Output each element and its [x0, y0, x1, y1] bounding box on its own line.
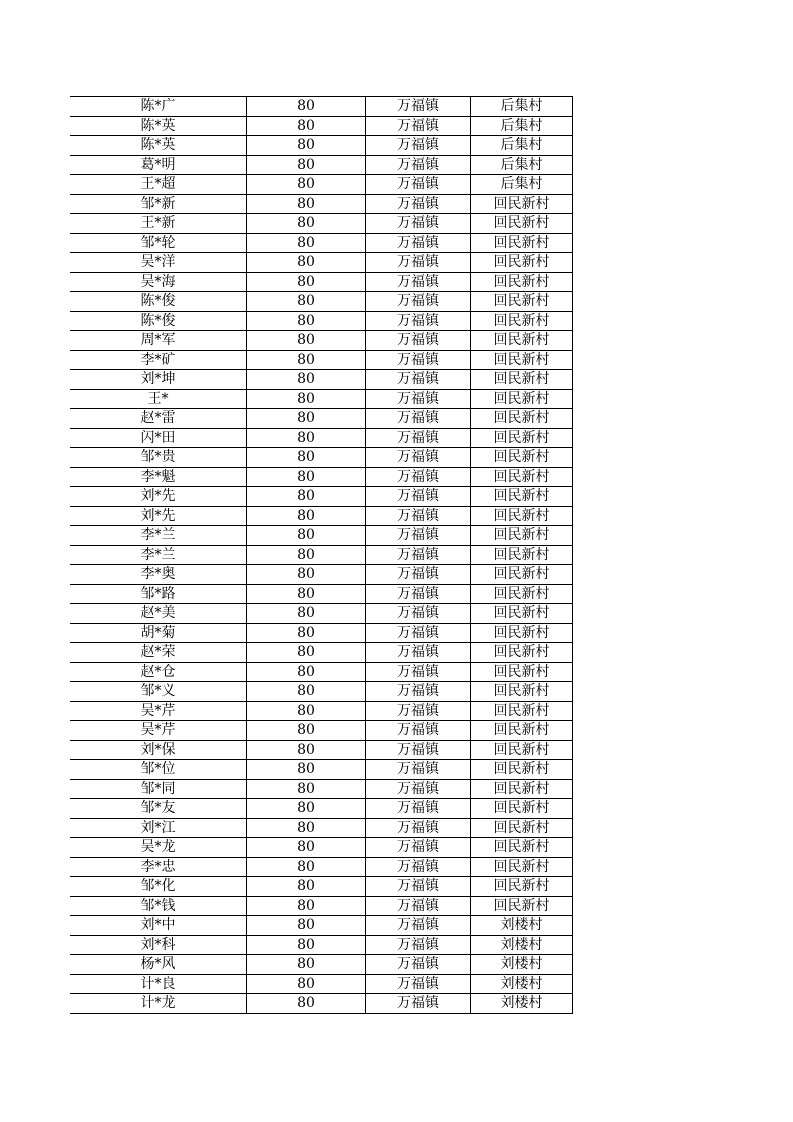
table-row — [70, 857, 573, 877]
table-row — [70, 799, 573, 819]
name-cell: 胡*菊 — [70, 623, 247, 643]
name-cell: 邹*路 — [70, 584, 247, 604]
village-cell: 后集村 — [471, 136, 573, 156]
village-cell: 回民新村 — [471, 662, 573, 682]
amount-cell: 80 — [247, 545, 366, 565]
town-cell: 万福镇 — [366, 428, 471, 448]
name-cell: 邹*友 — [70, 799, 247, 819]
table-row — [70, 194, 573, 214]
name-cell: 邹*轮 — [70, 233, 247, 253]
table-row — [70, 935, 573, 955]
table-row — [70, 506, 573, 526]
village-cell: 后集村 — [471, 116, 573, 136]
name-cell: 刘*中 — [70, 916, 247, 936]
village-cell: 回民新村 — [471, 467, 573, 487]
table-row — [70, 272, 573, 292]
name-cell: 陈*英 — [70, 116, 247, 136]
amount-cell: 80 — [247, 974, 366, 994]
town-cell: 万福镇 — [366, 740, 471, 760]
town-cell: 万福镇 — [366, 389, 471, 409]
village-cell: 回民新村 — [471, 877, 573, 897]
town-cell: 万福镇 — [366, 916, 471, 936]
town-cell: 万福镇 — [366, 662, 471, 682]
name-cell: 葛*明 — [70, 155, 247, 175]
amount-cell: 80 — [247, 623, 366, 643]
village-cell: 回民新村 — [471, 370, 573, 390]
table-row — [70, 136, 573, 156]
amount-cell: 80 — [247, 896, 366, 916]
amount-cell: 80 — [247, 331, 366, 351]
amount-cell: 80 — [247, 779, 366, 799]
town-cell: 万福镇 — [366, 292, 471, 312]
village-cell: 后集村 — [471, 155, 573, 175]
amount-cell: 80 — [247, 136, 366, 156]
town-cell: 万福镇 — [366, 467, 471, 487]
town-cell: 万福镇 — [366, 818, 471, 838]
name-cell: 邹*化 — [70, 877, 247, 897]
table-row — [70, 233, 573, 253]
village-cell: 刘楼村 — [471, 916, 573, 936]
name-cell: 刘*先 — [70, 487, 247, 507]
amount-cell: 80 — [247, 818, 366, 838]
town-cell: 万福镇 — [366, 175, 471, 195]
name-cell: 邹*义 — [70, 682, 247, 702]
table-row — [70, 818, 573, 838]
name-cell: 邹*位 — [70, 760, 247, 780]
village-cell: 回民新村 — [471, 233, 573, 253]
amount-cell: 80 — [247, 487, 366, 507]
table-row — [70, 350, 573, 370]
table-row — [70, 389, 573, 409]
amount-cell: 80 — [247, 935, 366, 955]
table-row — [70, 214, 573, 234]
village-cell: 刘楼村 — [471, 955, 573, 975]
amount-cell: 80 — [247, 233, 366, 253]
amount-cell: 80 — [247, 97, 366, 117]
town-cell: 万福镇 — [366, 604, 471, 624]
name-cell: 王* — [70, 389, 247, 409]
name-cell: 李*魁 — [70, 467, 247, 487]
village-cell: 回民新村 — [471, 506, 573, 526]
town-cell: 万福镇 — [366, 896, 471, 916]
table-row — [70, 740, 573, 760]
village-cell: 回民新村 — [471, 740, 573, 760]
town-cell: 万福镇 — [366, 526, 471, 546]
amount-cell: 80 — [247, 799, 366, 819]
table-row — [70, 604, 573, 624]
table-body — [70, 97, 573, 1014]
table-row — [70, 487, 573, 507]
village-cell: 回民新村 — [471, 311, 573, 331]
village-cell: 回民新村 — [471, 350, 573, 370]
name-cell: 陈*广 — [70, 97, 247, 117]
amount-cell: 80 — [247, 389, 366, 409]
table-row — [70, 311, 573, 331]
town-cell: 万福镇 — [366, 194, 471, 214]
village-cell: 回民新村 — [471, 721, 573, 741]
village-cell: 回民新村 — [471, 253, 573, 273]
name-cell: 闪*田 — [70, 428, 247, 448]
name-cell: 计*龙 — [70, 994, 247, 1014]
town-cell: 万福镇 — [366, 370, 471, 390]
town-cell: 万福镇 — [366, 409, 471, 429]
table-row — [70, 994, 573, 1014]
village-cell: 回民新村 — [471, 760, 573, 780]
village-cell: 回民新村 — [471, 194, 573, 214]
amount-cell: 80 — [247, 857, 366, 877]
name-cell: 邹*钱 — [70, 896, 247, 916]
town-cell: 万福镇 — [366, 448, 471, 468]
amount-cell: 80 — [247, 994, 366, 1014]
village-cell: 回民新村 — [471, 272, 573, 292]
amount-cell: 80 — [247, 838, 366, 858]
town-cell: 万福镇 — [366, 350, 471, 370]
name-cell: 邹*同 — [70, 779, 247, 799]
table-row — [70, 253, 573, 273]
village-cell: 回民新村 — [471, 838, 573, 858]
amount-cell: 80 — [247, 428, 366, 448]
village-cell: 回民新村 — [471, 643, 573, 663]
name-cell: 杨*风 — [70, 955, 247, 975]
table-row — [70, 526, 573, 546]
town-cell: 万福镇 — [366, 272, 471, 292]
amount-cell: 80 — [247, 526, 366, 546]
amount-cell: 80 — [247, 565, 366, 585]
town-cell: 万福镇 — [366, 545, 471, 565]
table-row — [70, 682, 573, 702]
amount-cell: 80 — [247, 740, 366, 760]
name-cell: 李*忠 — [70, 857, 247, 877]
table-row — [70, 701, 573, 721]
village-cell: 刘楼村 — [471, 974, 573, 994]
village-cell: 后集村 — [471, 175, 573, 195]
table-row — [70, 116, 573, 136]
town-cell: 万福镇 — [366, 701, 471, 721]
town-cell: 万福镇 — [366, 955, 471, 975]
town-cell: 万福镇 — [366, 331, 471, 351]
amount-cell: 80 — [247, 214, 366, 234]
name-cell: 王*新 — [70, 214, 247, 234]
amount-cell: 80 — [247, 409, 366, 429]
name-cell: 李*奥 — [70, 565, 247, 585]
town-cell: 万福镇 — [366, 838, 471, 858]
village-cell: 回民新村 — [471, 292, 573, 312]
amount-cell: 80 — [247, 643, 366, 663]
name-cell: 赵*荣 — [70, 643, 247, 663]
village-cell: 回民新村 — [471, 214, 573, 234]
town-cell: 万福镇 — [366, 584, 471, 604]
village-cell: 回民新村 — [471, 409, 573, 429]
amount-cell: 80 — [247, 506, 366, 526]
amount-cell: 80 — [247, 877, 366, 897]
amount-cell: 80 — [247, 272, 366, 292]
table-row — [70, 779, 573, 799]
town-cell: 万福镇 — [366, 487, 471, 507]
village-cell: 回民新村 — [471, 896, 573, 916]
village-cell: 刘楼村 — [471, 935, 573, 955]
name-cell: 刘*先 — [70, 506, 247, 526]
name-cell: 吴*洋 — [70, 253, 247, 273]
amount-cell: 80 — [247, 584, 366, 604]
village-cell: 回民新村 — [471, 857, 573, 877]
amount-cell: 80 — [247, 311, 366, 331]
village-cell: 回民新村 — [471, 584, 573, 604]
table-row — [70, 409, 573, 429]
name-cell: 吴*芹 — [70, 701, 247, 721]
name-cell: 邹*新 — [70, 194, 247, 214]
table-row — [70, 838, 573, 858]
name-cell: 李*矿 — [70, 350, 247, 370]
table-row — [70, 721, 573, 741]
town-cell: 万福镇 — [366, 682, 471, 702]
table-row — [70, 643, 573, 663]
village-cell: 回民新村 — [471, 331, 573, 351]
name-cell: 陈*俊 — [70, 292, 247, 312]
name-cell: 王*超 — [70, 175, 247, 195]
table-row — [70, 584, 573, 604]
amount-cell: 80 — [247, 155, 366, 175]
amount-cell: 80 — [247, 721, 366, 741]
town-cell: 万福镇 — [366, 857, 471, 877]
name-cell: 赵*仓 — [70, 662, 247, 682]
table-row — [70, 896, 573, 916]
name-cell: 李*兰 — [70, 526, 247, 546]
village-cell: 回民新村 — [471, 565, 573, 585]
name-cell: 陈*俊 — [70, 311, 247, 331]
data-table — [70, 96, 573, 1014]
table-row — [70, 292, 573, 312]
table-row — [70, 331, 573, 351]
town-cell: 万福镇 — [366, 565, 471, 585]
table-row — [70, 155, 573, 175]
amount-cell: 80 — [247, 253, 366, 273]
town-cell: 万福镇 — [366, 116, 471, 136]
name-cell: 吴*海 — [70, 272, 247, 292]
amount-cell: 80 — [247, 701, 366, 721]
name-cell: 吴*龙 — [70, 838, 247, 858]
village-cell: 回民新村 — [471, 682, 573, 702]
amount-cell: 80 — [247, 916, 366, 936]
name-cell: 赵*美 — [70, 604, 247, 624]
town-cell: 万福镇 — [366, 623, 471, 643]
name-cell: 刘*江 — [70, 818, 247, 838]
town-cell: 万福镇 — [366, 97, 471, 117]
table-row — [70, 467, 573, 487]
town-cell: 万福镇 — [366, 233, 471, 253]
table-row — [70, 545, 573, 565]
amount-cell: 80 — [247, 604, 366, 624]
village-cell: 回民新村 — [471, 526, 573, 546]
table-row — [70, 175, 573, 195]
name-cell: 吴*芹 — [70, 721, 247, 741]
name-cell: 邹*贵 — [70, 448, 247, 468]
amount-cell: 80 — [247, 760, 366, 780]
town-cell: 万福镇 — [366, 214, 471, 234]
amount-cell: 80 — [247, 175, 366, 195]
table-row — [70, 428, 573, 448]
village-cell: 回民新村 — [471, 623, 573, 643]
name-cell: 刘*科 — [70, 935, 247, 955]
amount-cell: 80 — [247, 116, 366, 136]
town-cell: 万福镇 — [366, 643, 471, 663]
table-row — [70, 448, 573, 468]
table-row — [70, 97, 573, 117]
amount-cell: 80 — [247, 194, 366, 214]
name-cell: 周*军 — [70, 331, 247, 351]
town-cell: 万福镇 — [366, 779, 471, 799]
name-cell: 刘*保 — [70, 740, 247, 760]
table-row — [70, 370, 573, 390]
village-cell: 回民新村 — [471, 428, 573, 448]
name-cell: 计*良 — [70, 974, 247, 994]
village-cell: 回民新村 — [471, 448, 573, 468]
village-cell: 回民新村 — [471, 701, 573, 721]
town-cell: 万福镇 — [366, 799, 471, 819]
village-cell: 后集村 — [471, 97, 573, 117]
table-row — [70, 623, 573, 643]
town-cell: 万福镇 — [366, 311, 471, 331]
amount-cell: 80 — [247, 292, 366, 312]
village-cell: 回民新村 — [471, 545, 573, 565]
name-cell: 赵*雷 — [70, 409, 247, 429]
amount-cell: 80 — [247, 467, 366, 487]
village-cell: 回民新村 — [471, 799, 573, 819]
amount-cell: 80 — [247, 955, 366, 975]
village-cell: 回民新村 — [471, 604, 573, 624]
amount-cell: 80 — [247, 662, 366, 682]
town-cell: 万福镇 — [366, 935, 471, 955]
town-cell: 万福镇 — [366, 994, 471, 1014]
town-cell: 万福镇 — [366, 721, 471, 741]
amount-cell: 80 — [247, 350, 366, 370]
village-cell: 回民新村 — [471, 779, 573, 799]
town-cell: 万福镇 — [366, 155, 471, 175]
amount-cell: 80 — [247, 682, 366, 702]
table-row — [70, 760, 573, 780]
village-cell: 刘楼村 — [471, 994, 573, 1014]
town-cell: 万福镇 — [366, 974, 471, 994]
town-cell: 万福镇 — [366, 877, 471, 897]
town-cell: 万福镇 — [366, 253, 471, 273]
table-row — [70, 662, 573, 682]
town-cell: 万福镇 — [366, 506, 471, 526]
town-cell: 万福镇 — [366, 136, 471, 156]
name-cell: 陈*英 — [70, 136, 247, 156]
name-cell: 李*兰 — [70, 545, 247, 565]
table-row — [70, 877, 573, 897]
name-cell: 刘*坤 — [70, 370, 247, 390]
table-row — [70, 974, 573, 994]
amount-cell: 80 — [247, 370, 366, 390]
table-row — [70, 916, 573, 936]
table-row — [70, 955, 573, 975]
town-cell: 万福镇 — [366, 760, 471, 780]
table-row — [70, 565, 573, 585]
village-cell: 回民新村 — [471, 487, 573, 507]
village-cell: 回民新村 — [471, 389, 573, 409]
village-cell: 回民新村 — [471, 818, 573, 838]
amount-cell: 80 — [247, 448, 366, 468]
